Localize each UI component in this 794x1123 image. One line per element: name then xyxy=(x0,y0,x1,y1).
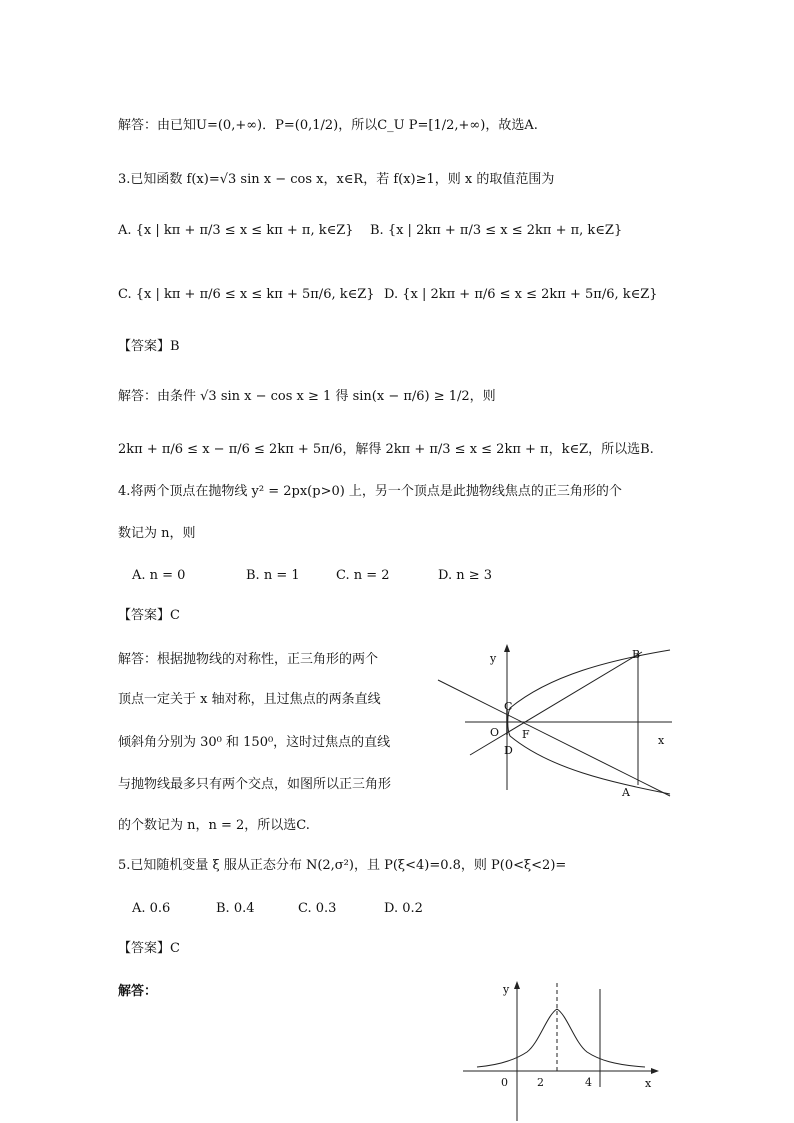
q5-option-b: B. 0.4 xyxy=(216,901,255,916)
q3-option-d: D. {x | 2kπ + π/6 ≤ x ≤ 2kπ + 5π/6, k∈Z} xyxy=(384,287,658,302)
q5-answer: 【答案】C xyxy=(118,941,180,956)
q2-solution: 解答：由已知U=(0,+∞)．P=(0,1/2)，所以C_U P=[1/2,+∞)，故选A. xyxy=(118,118,538,133)
q3-solution-line-2: 2kπ + π/6 ≤ x − π/6 ≤ 2kπ + 5π/6，解得 2kπ + π/3 ≤ x ≤ 2kπ + π，k∈Z，所以选B. xyxy=(118,442,654,457)
q5-stem: 5.已知随机变量 ξ 服从正态分布 N(2,σ²)，且 P(ξ<4)=0.8，则 P(0<ξ<2)= xyxy=(118,858,567,873)
fig4-label-y: y xyxy=(490,652,497,665)
q4-stem-line-1: 4.将两个顶点在抛物线 y² = 2px(p>0) 上，另一个顶点是此抛物线焦点的正三角形的个 xyxy=(118,484,622,499)
q3-stem: 3.已知函数 f(x)=√3 sin x − cos x，x∈R，若 f(x)≥1，则 x 的取值范围为 xyxy=(118,172,555,187)
fig4-label-x: x xyxy=(658,734,665,747)
fig4-label-b: B xyxy=(632,648,641,661)
normal-curve-figure xyxy=(455,975,665,1123)
q4-option-d: D. n ≥ 3 xyxy=(438,568,493,583)
q4-solution-line-1: 解答：根据抛物线的对称性，正三角形的两个 xyxy=(118,652,379,667)
fig5-tick-0: 0 xyxy=(501,1076,508,1089)
q4-solution-line-2: 顶点一定关于 x 轴对称，且过焦点的两条直线 xyxy=(118,692,381,707)
q4-stem-line-2: 数记为 n，则 xyxy=(118,526,196,541)
fig5-tick-2: 2 xyxy=(537,1076,544,1089)
q4-option-a: A. n = 0 xyxy=(132,568,186,583)
fig4-label-d: D xyxy=(504,744,513,757)
fig4-label-c: C xyxy=(504,700,513,713)
fig4-label-o: O xyxy=(490,726,500,739)
q4-answer: 【答案】C xyxy=(118,608,180,623)
q5-option-c: C. 0.3 xyxy=(298,901,337,916)
q4-option-b: B. n = 1 xyxy=(246,568,300,583)
fig5-label-y: y xyxy=(503,983,510,996)
q4-solution-line-4: 与抛物线最多只有两个交点，如图所以正三角形 xyxy=(118,777,392,792)
q3-option-a: A. {x | kπ + π/3 ≤ x ≤ kπ + π, k∈Z} xyxy=(118,223,354,238)
q4-solution-line-3: 倾斜角分别为 30⁰ 和 150⁰，这时过焦点的直线 xyxy=(118,735,391,750)
q3-option-b: B. {x | 2kπ + π/3 ≤ x ≤ 2kπ + π, k∈Z} xyxy=(370,223,623,238)
fig5-tick-4: 4 xyxy=(585,1076,592,1089)
q5-option-d: D. 0.2 xyxy=(384,901,423,916)
q3-solution-line-1: 解答：由条件 √3 sin x − cos x ≥ 1 得 sin(x − π/6) ≥ 1/2，则 xyxy=(118,389,496,404)
fig4-label-f: F xyxy=(522,728,530,741)
q5-solution: 解答： xyxy=(118,984,158,999)
parabola-figure xyxy=(430,640,680,800)
fig5-label-x: x xyxy=(645,1077,652,1090)
q4-solution-line-5: 的个数记为 n，n = 2，所以选C. xyxy=(118,818,310,833)
fig4-label-a: A xyxy=(622,786,630,799)
q3-option-c: C. {x | kπ + π/6 ≤ x ≤ kπ + 5π/6, k∈Z} xyxy=(118,287,375,302)
q3-answer: 【答案】B xyxy=(118,339,180,354)
q5-option-a: A. 0.6 xyxy=(132,901,171,916)
q4-option-c: C. n = 2 xyxy=(336,568,390,583)
